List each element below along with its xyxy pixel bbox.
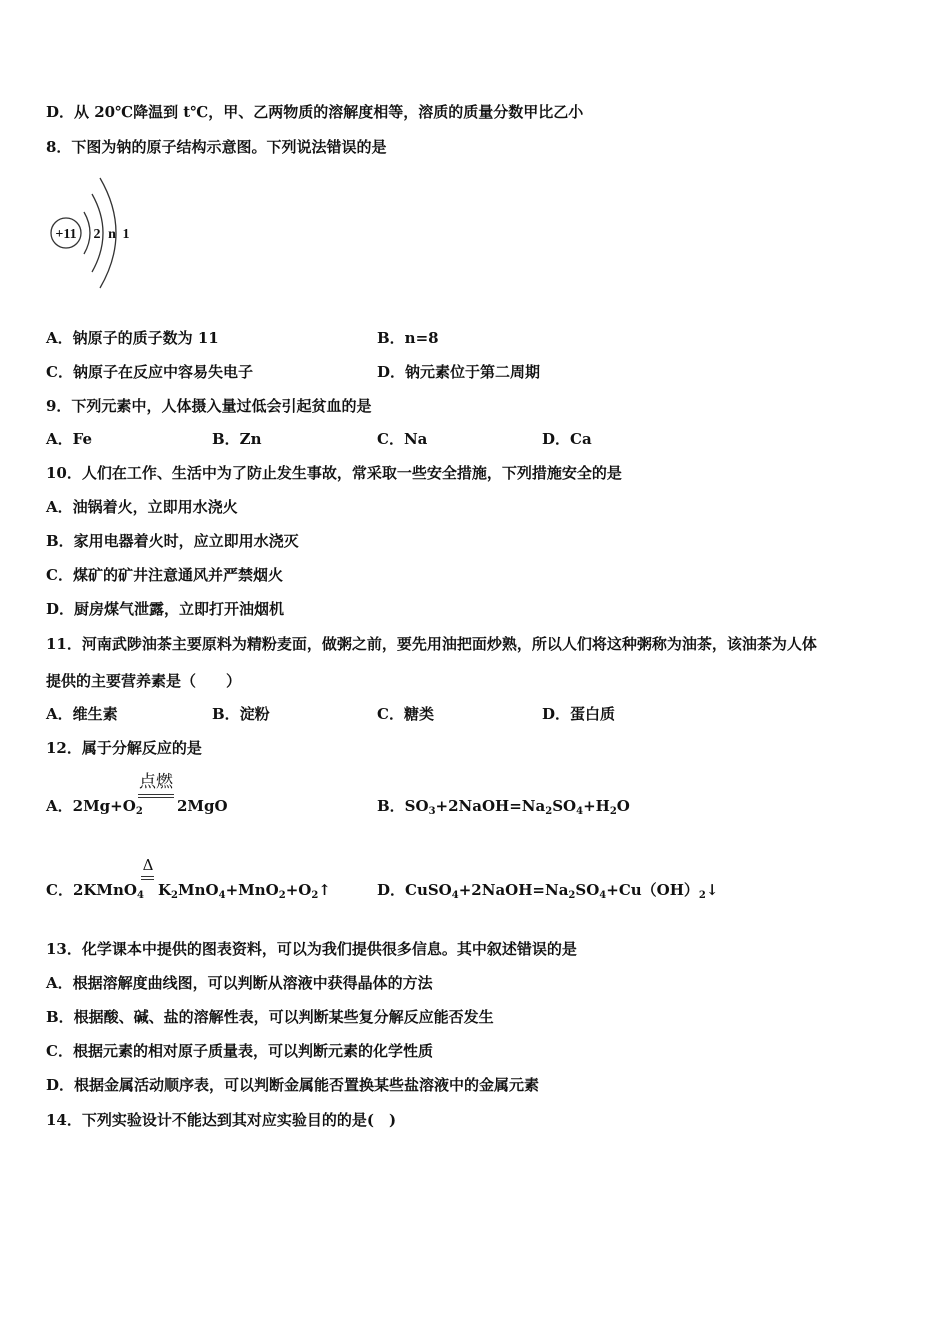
shell-3-count: 1 — [122, 227, 130, 242]
q12-c-label: C． — [46, 881, 73, 899]
q12-b-part-0: B．SO — [377, 797, 429, 815]
q9-option-d: D．Ca — [542, 430, 592, 448]
q12-b-part-8: O — [616, 797, 630, 815]
q12-c-part-2: MnO — [178, 881, 219, 899]
q12-c-part-7: 2 — [311, 890, 319, 901]
sodium-atom-structure-diagram — [40, 170, 140, 290]
q9-stem: 9．下列元素中，人体摄入量过低会引起贫血的是 — [46, 397, 372, 415]
q12-d-part-1: 4 — [451, 890, 459, 901]
q12-a-condition: 点燃 — [139, 772, 173, 792]
q8-stem: 8．下图为钠的原子结构示意图。下列说法错误的是 — [46, 138, 387, 156]
q12-d-part-5: 4 — [599, 890, 607, 901]
q12-c-part-6: +O — [285, 881, 312, 899]
q12-c-eq-line-2 — [141, 879, 154, 880]
q8-option-c: C．钠原子在反应中容易失电子 — [46, 363, 253, 381]
q11-option-d: D．蛋白质 — [542, 705, 616, 723]
q10-option-c: C．煤矿的矿井注意通风并严禁烟火 — [46, 566, 283, 584]
q9-option-a: A．Fe — [46, 430, 93, 448]
q12-a-product: 2MgO — [177, 797, 228, 815]
q12-d-part-8: ↓ — [705, 881, 719, 899]
q12-c-condition: Δ — [142, 856, 154, 874]
q12-a-sub: 2 — [135, 806, 143, 817]
q10-stem: 10．人们在工作、生活中为了防止发生事故，常采取一些安全措施，下列措施安全的是 — [46, 464, 622, 482]
q12-c-sub: 4 — [137, 890, 144, 901]
q13-option-a: A．根据溶解度曲线图，可以判断从溶液中获得晶体的方法 — [46, 974, 433, 992]
q12-d-part-3: 2 — [568, 890, 576, 901]
q12-a-eq-line-1 — [138, 794, 174, 795]
q12-b-part-5: 4 — [576, 806, 584, 817]
q14-stem: 14．下列实验设计不能达到其对应实验目的的是( ) — [46, 1111, 397, 1129]
q11-stem-line2: 提供的主要营养素是（ ） — [46, 672, 242, 690]
q12-b-part-2: +2NaOH=Na — [435, 797, 546, 815]
q12-a-eq-line-2 — [138, 797, 174, 798]
q12-c-part-4: +MnO — [225, 881, 279, 899]
q12-d-part-2: +2NaOH=Na — [458, 881, 569, 899]
q13-option-b: B．根据酸、碱、盐的溶解性表，可以判断某些复分解反应能否发生 — [46, 1008, 494, 1026]
q12-c-part-8: ↑ — [318, 881, 331, 899]
q8-option-b: B．n=8 — [377, 329, 439, 347]
nucleus-label: +11 — [55, 227, 77, 242]
q10-option-a: A．油锅着火，立即用水浇火 — [46, 498, 238, 516]
q12-option-a — [46, 796, 143, 816]
q10-option-b: B．家用电器着火时，应立即用水浇灭 — [46, 532, 299, 550]
q12-d-part-6: +Cu（OH） — [606, 881, 699, 899]
q12-a-reactants: 2Mg+O — [72, 797, 136, 815]
q8-option-a: A．钠原子的质子数为 11 — [46, 329, 219, 347]
q12-b-part-4: SO — [552, 797, 577, 815]
q12-c-reactant: 2KMnO — [72, 881, 138, 899]
q11-stem-line1: 11．河南武陟油茶主要原料为精粉麦面，做粥之前，要先用油把面炒熟，所以人们将这种粥称为油茶，该油茶为人体 — [46, 635, 817, 653]
q12-b-part-6: +H — [583, 797, 610, 815]
q13-stem: 13．化学课本中提供的图表资料，可以为我们提供很多信息。其中叙述错误的是 — [46, 940, 577, 958]
q12-c-part-5: 2 — [278, 890, 286, 901]
q12-a-label: A． — [46, 797, 73, 815]
q12-c-part-0: K — [158, 881, 172, 899]
q11-option-b: B．淀粉 — [212, 705, 270, 723]
q12-d-part-4: SO — [575, 881, 600, 899]
q11-option-a: A．维生素 — [46, 705, 118, 723]
q9-option-c: C．Na — [377, 430, 428, 448]
q12-option-b — [377, 796, 630, 816]
q12-stem: 12．属于分解反应的是 — [46, 739, 202, 757]
q7-option-d: D．从 20℃降温到 t℃，甲、乙两物质的溶解度相等，溶质的质量分数甲比乙小 — [46, 103, 584, 121]
q11-option-c: C．糖类 — [377, 705, 434, 723]
q12-c-eq-line-1 — [141, 876, 154, 877]
q12-b-part-7: 2 — [609, 806, 617, 817]
q12-b-part-3: 2 — [545, 806, 553, 817]
q12-option-d — [377, 880, 718, 900]
q12-c-part-3: 4 — [218, 890, 226, 901]
q12-b-part-1: 3 — [428, 806, 436, 817]
q9-option-b: B．Zn — [212, 430, 262, 448]
q12-c-products — [158, 880, 331, 900]
q13-option-d: D．根据金属活动顺序表，可以判断金属能否置换某些盐溶液中的金属元素 — [46, 1076, 540, 1094]
q12-option-c — [46, 880, 144, 900]
shell-1-count: 2 — [93, 227, 101, 242]
electron-shell-1 — [84, 212, 90, 254]
shell-2-count: n — [108, 227, 116, 242]
q12-d-part-0: D．CuSO — [377, 881, 452, 899]
q12-d-part-7: 2 — [698, 890, 706, 901]
q8-option-d: D．钠元素位于第二周期 — [377, 363, 541, 381]
q13-option-c: C．根据元素的相对原子质量表，可以判断元素的化学性质 — [46, 1042, 433, 1060]
q12-c-part-1: 2 — [171, 890, 179, 901]
q10-option-d: D．厨房煤气泄露，立即打开油烟机 — [46, 600, 285, 618]
